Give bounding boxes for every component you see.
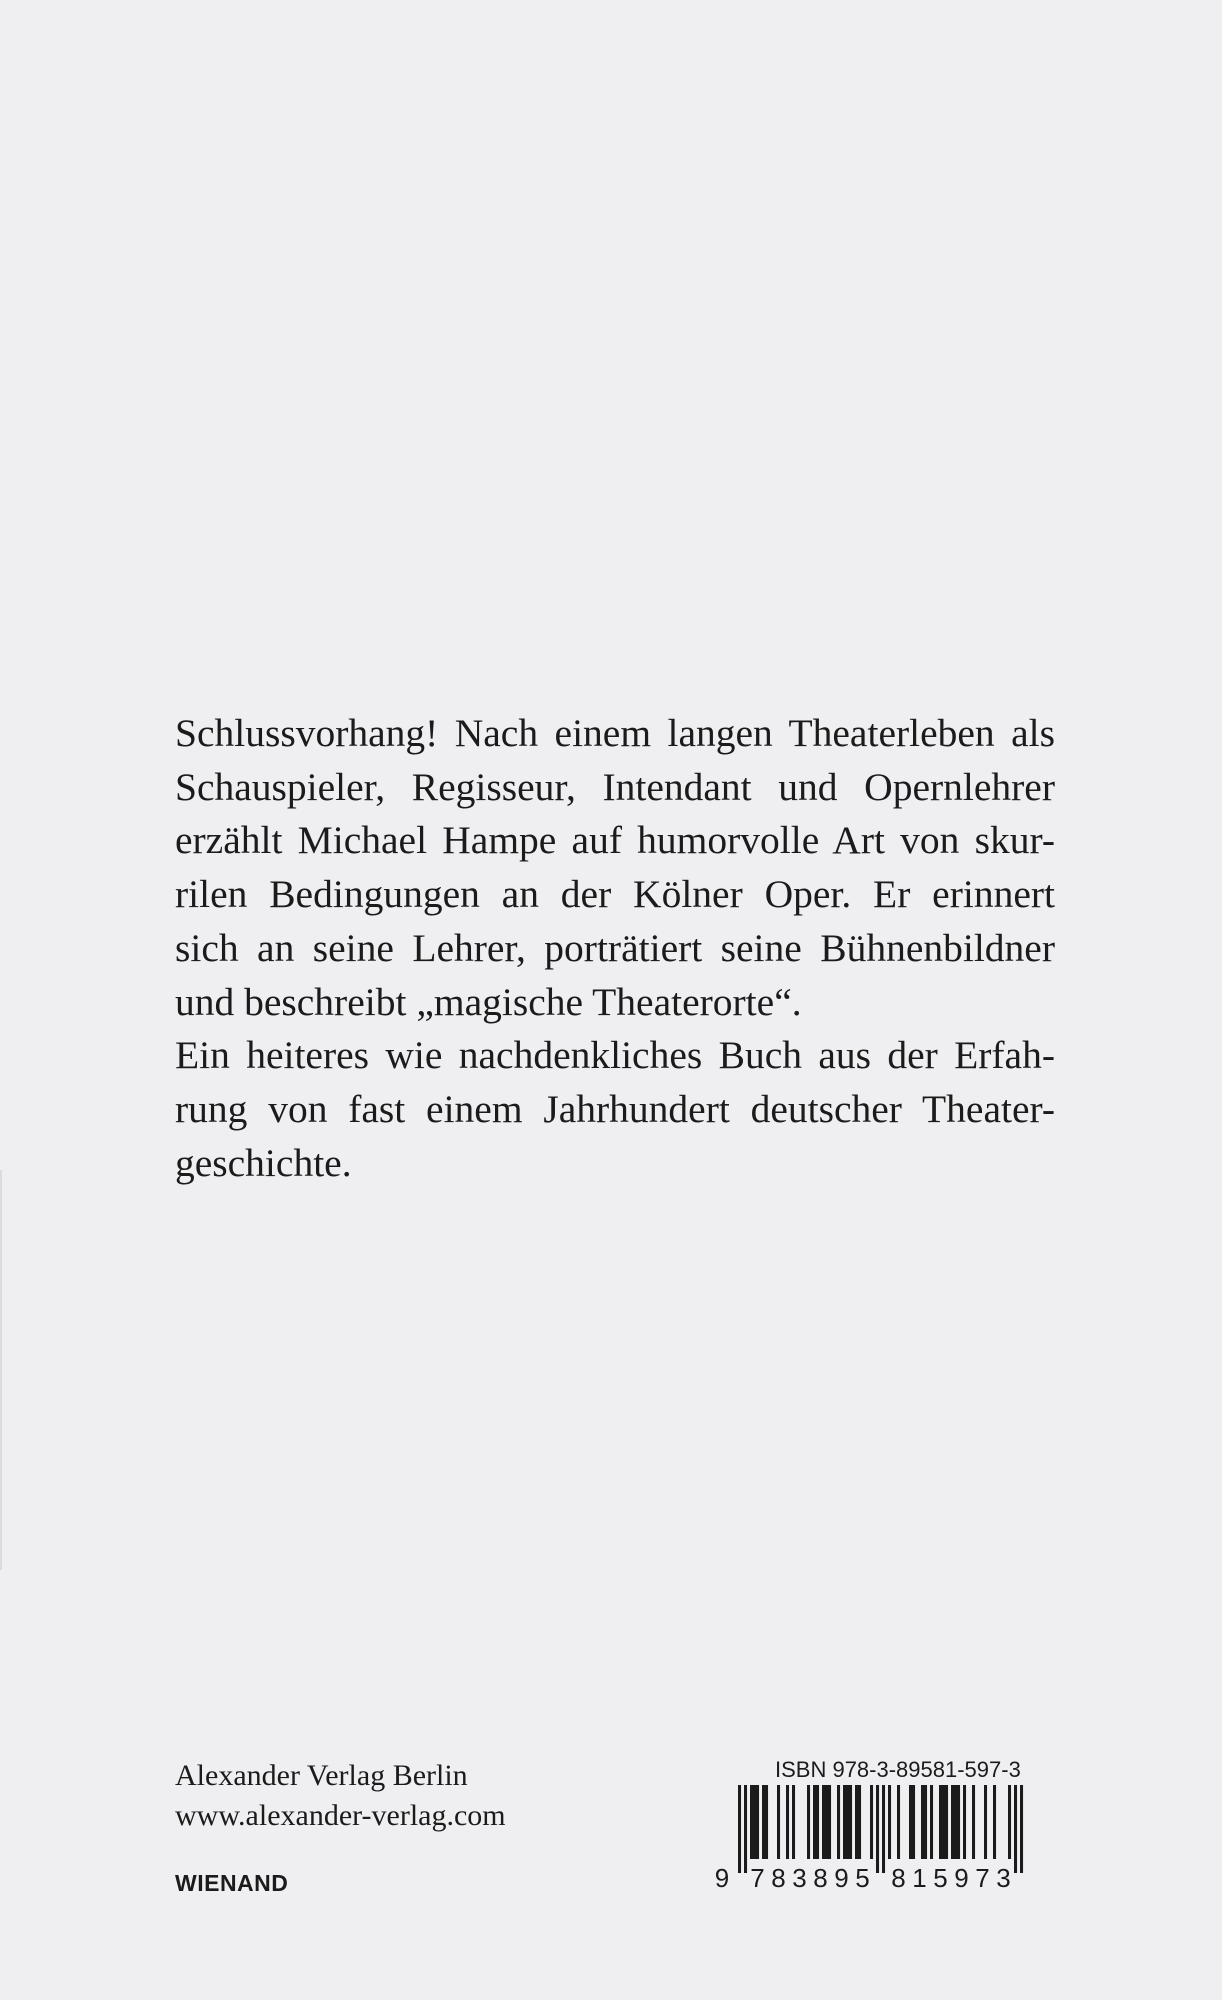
isbn-barcode xyxy=(712,1785,1052,1895)
barcode-bar xyxy=(807,1785,810,1859)
barcode-bar xyxy=(744,1785,747,1873)
barcode-digit: 9 xyxy=(954,1863,969,1893)
barcode-bar xyxy=(945,1785,948,1859)
barcode-bar xyxy=(984,1785,987,1859)
barcode-bar xyxy=(792,1785,795,1859)
barcode-bar xyxy=(870,1785,873,1859)
barcode-bar xyxy=(753,1785,756,1859)
blurb-line: sich an seine Lehrer, porträtiert seine Bühnenbildner xyxy=(175,925,1055,970)
barcode-bar xyxy=(756,1785,759,1859)
barcode-bar xyxy=(816,1785,819,1859)
publisher-website: www.alexander-verlag.com xyxy=(175,1799,506,1832)
barcode-bar xyxy=(912,1785,915,1859)
barcode-bar xyxy=(855,1785,858,1859)
barcode-bar xyxy=(846,1785,849,1859)
blurb-line: rilen Bedingungen an der Kölner Oper. Er erinnert xyxy=(175,872,1055,917)
barcode-digit: 5 xyxy=(855,1863,870,1893)
barcode-bar xyxy=(786,1785,789,1859)
blurb-line: und beschreibt „magische Theaterorte“. xyxy=(175,979,802,1024)
barcode-bar xyxy=(765,1785,768,1859)
barcode-bar xyxy=(921,1785,924,1859)
barcode-bar xyxy=(951,1785,954,1859)
blurb-line: rung von fast einem Jahrhundert deutscher Theater- xyxy=(175,1086,1055,1131)
blurb-line: Schauspieler, Regisseur, Intendant und Opernlehrer xyxy=(175,764,1055,809)
barcode-bar xyxy=(957,1785,960,1859)
barcode-bar xyxy=(1008,1785,1011,1859)
barcode-bar xyxy=(825,1785,828,1859)
barcode-bar xyxy=(897,1785,900,1859)
isbn-label: ISBN 978-3-89581-597-3 xyxy=(775,1757,1021,1782)
back-cover-blurb xyxy=(175,707,1055,1190)
barcode-bar xyxy=(750,1785,753,1859)
barcode-bar xyxy=(930,1785,933,1859)
cover-edge-mark xyxy=(0,1170,2,1570)
barcode-bar xyxy=(924,1785,927,1859)
barcode-bar xyxy=(888,1785,891,1859)
barcode-bar xyxy=(963,1785,966,1859)
barcode-bar xyxy=(942,1785,945,1859)
blurb-line: Schlussvorhang! Nach einem langen Theaterleben als xyxy=(175,711,1055,755)
barcode-bar xyxy=(837,1785,840,1859)
barcode-bar xyxy=(954,1785,957,1859)
barcode-digit: 7 xyxy=(750,1863,765,1893)
barcode-bar xyxy=(762,1785,765,1859)
barcode-bar xyxy=(822,1785,825,1859)
barcode-bar xyxy=(777,1785,780,1859)
barcode-digit: 9 xyxy=(834,1863,849,1893)
barcode-bar xyxy=(1020,1785,1023,1873)
barcode-bar xyxy=(909,1785,912,1859)
barcode-digit: 5 xyxy=(933,1863,948,1893)
barcode-bar xyxy=(939,1785,942,1859)
publisher-info xyxy=(175,1756,506,1836)
barcode-bar xyxy=(828,1785,831,1859)
barcode-digit: 8 xyxy=(813,1863,828,1893)
barcode-bar xyxy=(858,1785,861,1859)
barcode-bar xyxy=(843,1785,846,1859)
barcode-digit: 8 xyxy=(771,1863,786,1893)
barcode-digit: 1 xyxy=(912,1863,927,1893)
publisher-name: Alexander Verlag Berlin xyxy=(175,1759,468,1792)
barcode-digit: 3 xyxy=(792,1863,807,1893)
imprint-logo: WIENAND xyxy=(175,1870,289,1896)
blurb-line: Ein heiteres wie nachdenkliches Buch aus der Erfah- xyxy=(175,1033,1055,1078)
barcode-bar xyxy=(813,1785,816,1859)
barcode-digit: 3 xyxy=(996,1863,1011,1893)
barcode-digit: 8 xyxy=(891,1863,906,1893)
barcode-bar xyxy=(972,1785,975,1859)
barcode-digit: 9 xyxy=(714,1863,730,1893)
barcode-bar xyxy=(876,1785,879,1873)
barcode-bar xyxy=(1014,1785,1017,1873)
blurb-line: erzählt Michael Hampe auf humorvolle Art von skur- xyxy=(175,818,1055,863)
barcode-bar xyxy=(993,1785,996,1859)
barcode-bar xyxy=(738,1785,741,1873)
barcode-bar xyxy=(882,1785,885,1873)
blurb-line: geschichte. xyxy=(175,1140,352,1185)
barcode-digit: 7 xyxy=(975,1863,990,1893)
barcode-bar xyxy=(849,1785,852,1859)
